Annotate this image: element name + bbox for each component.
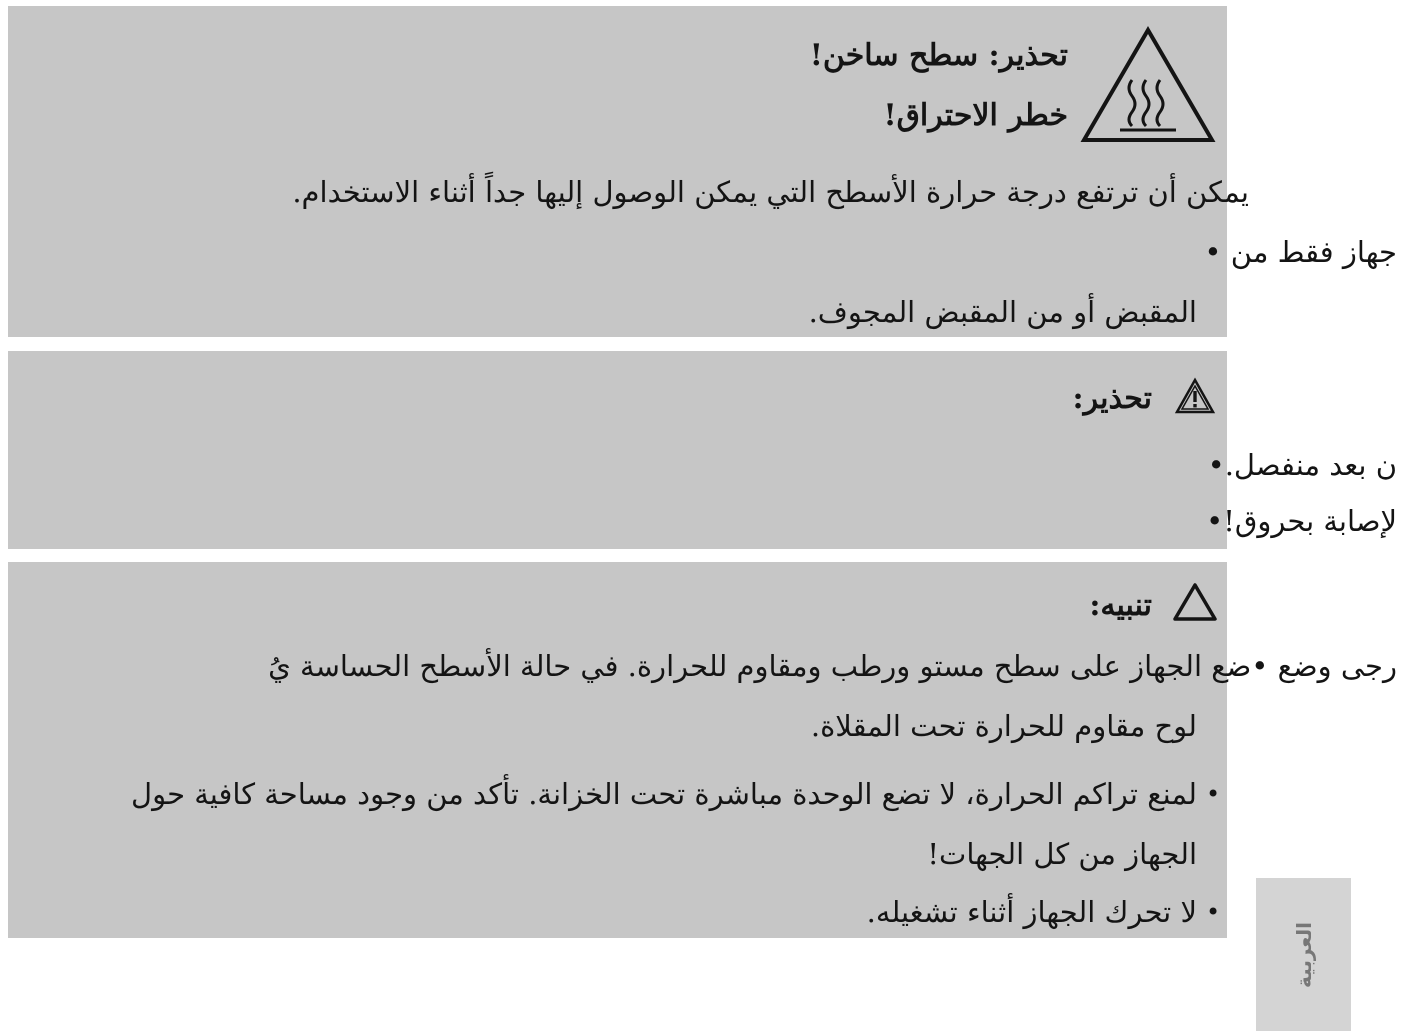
bullet-icon: • <box>1206 780 1221 808</box>
warning-title: تحذير: <box>1072 381 1152 416</box>
caution-text-3: لمنع تراكم الحرارة، لا تضع الوحدة مباشرة تحت الخزانة. تأكد من وجود مساحة كافية حول <box>131 777 1197 811</box>
warning-text-1: ن بعد منفصل.• <box>1207 448 1397 482</box>
hot-surface-text-2: جهاز فقط من • <box>1204 235 1397 269</box>
caution-text-2: لوح مقاوم للحرارة تحت المقلاة. <box>810 709 1197 743</box>
warning-text-2: لإصابة بحروق!• <box>1206 504 1397 538</box>
warning-box <box>8 351 1397 549</box>
caution-text-1: رجى وضع •ضع الجهاز على سطح مستو ورطب ومقاوم للحرارة. في حالة الأسطح الحساسة يُ <box>268 649 1397 683</box>
burn-hazard-subtitle: خطر الاحتراق! <box>883 98 1068 133</box>
hot-surface-title: تحذير: سطح ساخن! <box>809 38 1068 73</box>
bullet-icon: • <box>1206 898 1221 926</box>
caution-icon <box>1172 582 1218 622</box>
caution-text-4: الجهاز من كل الجهات! <box>927 837 1197 871</box>
caution-text-5: لا تحرك الجهاز أثناء تشغيله. <box>866 895 1197 929</box>
language-tab <box>1256 878 1351 1031</box>
warning-icon <box>1174 377 1216 415</box>
hot-surface-text-1: يمكن أن ترتفع درجة حرارة الأسطح التي يمكن الوصول إليها جداً أثناء الاستخدام. <box>292 175 1249 209</box>
caution-box <box>8 562 1397 938</box>
language-tab-label: العربية <box>1291 921 1316 988</box>
hot-surface-text-3: المقبض أو من المقبض المجوف. <box>808 295 1197 329</box>
hot-surface-icon <box>1080 26 1216 146</box>
caution-title: تنبيه: <box>1089 588 1152 623</box>
hot-surface-warning-box <box>8 6 1397 337</box>
